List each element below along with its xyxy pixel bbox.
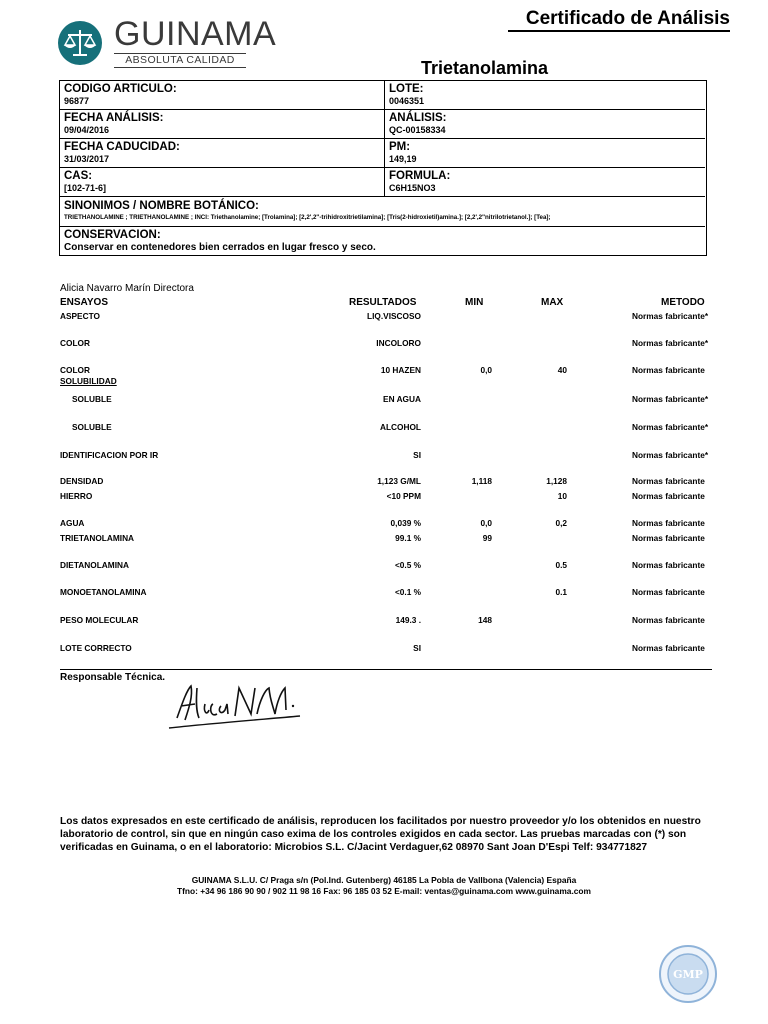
test-result: <10 PPM (386, 491, 421, 501)
fecha-caducidad-cell (60, 139, 385, 168)
formula-cell (385, 168, 705, 197)
test-name: HIERRO (60, 491, 93, 501)
codigo-cell (60, 81, 385, 110)
fecha-analisis-label: FECHA ANÁLISIS: (64, 112, 164, 124)
conservacion-label: CONSERVACION: (64, 229, 161, 241)
fecha-caducidad-label: FECHA CADUCIDAD: (64, 141, 180, 153)
scales-icon (58, 21, 102, 65)
test-result: 10 HAZEN (380, 365, 421, 375)
product-info-box (59, 80, 707, 256)
table-row (0, 393, 768, 405)
test-name: SOLUBLE (72, 422, 112, 432)
conservacion-value: Conservar en contenedores bien cerrados en lugar fresco y seco. (64, 242, 376, 253)
test-result: <0.5 % (394, 560, 421, 570)
pm-cell (385, 139, 705, 168)
table-bottom-rule (60, 669, 712, 670)
document-title-underline (508, 30, 730, 32)
test-max: 40 (557, 365, 567, 375)
test-name: COLOR (60, 365, 90, 375)
test-result: INCOLORO (376, 338, 421, 348)
test-name: DIETANOLAMINA (60, 560, 129, 570)
table-row (0, 449, 768, 461)
seal-text: GMP (673, 968, 703, 981)
test-name: PESO MOLECULAR (60, 615, 139, 625)
formula-value: C6H15NO3 (389, 183, 436, 193)
header-resultados: RESULTADOS (349, 297, 417, 308)
table-row (0, 310, 768, 322)
test-method: Normas fabricante (632, 518, 705, 528)
test-method: Normas fabricante* (632, 450, 709, 460)
test-result: <0.1 % (394, 587, 421, 597)
test-method: Normas fabricante* (632, 422, 709, 432)
table-row (0, 375, 768, 387)
test-min: 99 (482, 533, 492, 543)
lote-label: LOTE: (389, 83, 424, 95)
lote-value: 0046351 (389, 96, 425, 106)
document-title: Certificado de Análisis (525, 8, 730, 29)
fecha-analisis-value: 09/04/2016 (64, 125, 110, 135)
test-min: 1,118 (471, 476, 492, 486)
test-name: AGUA (60, 518, 85, 528)
footer-address: GUINAMA S.L.U. C/ Praga s/n (Pol.Ind. Gutenberg) 46185 La Pobla de Vallbona (Valencia) España (191, 875, 577, 885)
cas-cell (60, 168, 385, 197)
test-result: LIQ.VISCOSO (367, 311, 421, 321)
table-row (0, 642, 768, 654)
cas-value: [102-71-6] (64, 183, 107, 193)
fecha-caducidad-value: 31/03/2017 (64, 154, 110, 164)
sinonimos-value: TRIETHANOLAMINE ; TRIETHANOLAMINE ; INCI: Triethanolamine; [Trolamina]; [2,2',2''-trihidroxitrietilamina]; [Tris(2-hidroxietil)amina.]; [2,2',2''nitrilotrietanol.]; [Tea]; (64, 214, 551, 221)
test-method: Normas fabricante (632, 643, 705, 653)
table-row (0, 337, 768, 349)
formula-label: FORMULA: (389, 170, 451, 182)
header-max: MAX (541, 297, 564, 308)
header-ensayos: ENSAYOS (60, 297, 108, 308)
test-result: ALCOHOL (379, 422, 421, 432)
test-name: DENSIDAD (60, 476, 104, 486)
table-row (0, 490, 768, 502)
test-max: 0.1 (555, 587, 567, 597)
test-max: 0,2 (555, 518, 567, 528)
responsable-label: Responsable Técnica. (60, 672, 166, 683)
test-name: TRIETANOLAMINA (60, 533, 135, 543)
analisis-cell (385, 110, 705, 139)
header-metodo: METODO (661, 297, 705, 308)
test-method: Normas fabricante (632, 476, 705, 486)
table-row (0, 517, 768, 529)
gmp-seal-icon (658, 944, 718, 1009)
table-row (0, 614, 768, 626)
test-result: 0,039 % (390, 518, 421, 528)
test-result: EN AGUA (383, 394, 421, 404)
director-name: Alicia Navarro Marín Directora (60, 283, 194, 294)
test-method: Normas fabricante (632, 587, 705, 597)
sinonimos-cell (60, 197, 705, 227)
brand-tagline: ABSOLUTA CALIDAD (125, 54, 235, 66)
test-method: Normas fabricante (632, 365, 705, 375)
test-min: 0,0 (480, 518, 492, 528)
test-method: Normas fabricante* (632, 394, 709, 404)
table-row (0, 475, 768, 487)
brand-logo-icon (58, 21, 102, 65)
lote-cell (385, 81, 705, 110)
test-result: 99.1 % (395, 533, 421, 543)
brand-name: GUINAMA (114, 15, 277, 53)
table-row (0, 421, 768, 433)
fecha-analisis-cell (60, 110, 385, 139)
test-method: Normas fabricante (632, 533, 705, 543)
test-result: SI (413, 643, 421, 653)
footer-contact: Tfno: +34 96 186 90 90 / 902 11 98 16 Fax: 96 185 03 52 E-mail: ventas@guinama.com www.guinama.com (176, 886, 591, 896)
brand-divider-bottom (114, 67, 246, 68)
test-max: 10 (557, 491, 567, 501)
test-method: Normas fabricante (632, 491, 705, 501)
test-result: 149.3 . (395, 615, 421, 625)
test-name: SOLUBLE (72, 394, 112, 404)
test-max: 1,128 (546, 476, 567, 486)
header-min: MIN (465, 297, 484, 308)
disclaimer-text: Los datos expresados en este certificado de análisis, reproducen los facilitados por nuestro proveedor y/o los obtenidos en nuestro laboratorio de control, sin que en ningún caso exima de los controles exigidos en cada sector. Las pruebas marcadas con (*) son verificadas en Guinama, o en el laboratorio: Microbios S.L. C/Jacint Verdaguer,62 08970 Sant Joan D'Espi Telf: 934771827 (60, 816, 701, 853)
pm-value: 149,19 (389, 154, 417, 164)
codigo-label: CODIGO ARTICULO: (64, 83, 177, 95)
sinonimos-label: SINONIMOS / NOMBRE BOTÁNICO: (64, 200, 259, 212)
test-max: 0.5 (555, 560, 567, 570)
test-min: 0,0 (480, 365, 492, 375)
signature-image (165, 676, 305, 741)
test-result: SI (413, 450, 421, 460)
analisis-label: ANÁLISIS: (389, 112, 447, 124)
test-name: SOLUBILIDAD (60, 376, 117, 386)
analisis-value: QC-00158334 (389, 125, 446, 135)
test-name: ASPECTO (60, 311, 100, 321)
pm-label: PM: (389, 141, 411, 153)
cas-label: CAS: (64, 170, 93, 182)
test-method: Normas fabricante (632, 615, 705, 625)
test-name: IDENTIFICACION POR IR (60, 450, 159, 460)
table-row (0, 586, 768, 598)
test-method: Normas fabricante (632, 560, 705, 570)
test-result: 1,123 G/ML (377, 476, 421, 486)
test-name: MONOETANOLAMINA (60, 587, 147, 597)
table-row (0, 559, 768, 571)
test-name: COLOR (60, 338, 90, 348)
table-row (0, 532, 768, 544)
test-min: 148 (478, 615, 492, 625)
test-method: Normas fabricante* (632, 338, 709, 348)
product-name: Trietanolamina (421, 58, 549, 78)
test-name: LOTE CORRECTO (60, 643, 132, 653)
codigo-value: 96877 (64, 96, 90, 106)
test-method: Normas fabricante* (632, 311, 709, 321)
conservacion-cell (60, 227, 705, 255)
